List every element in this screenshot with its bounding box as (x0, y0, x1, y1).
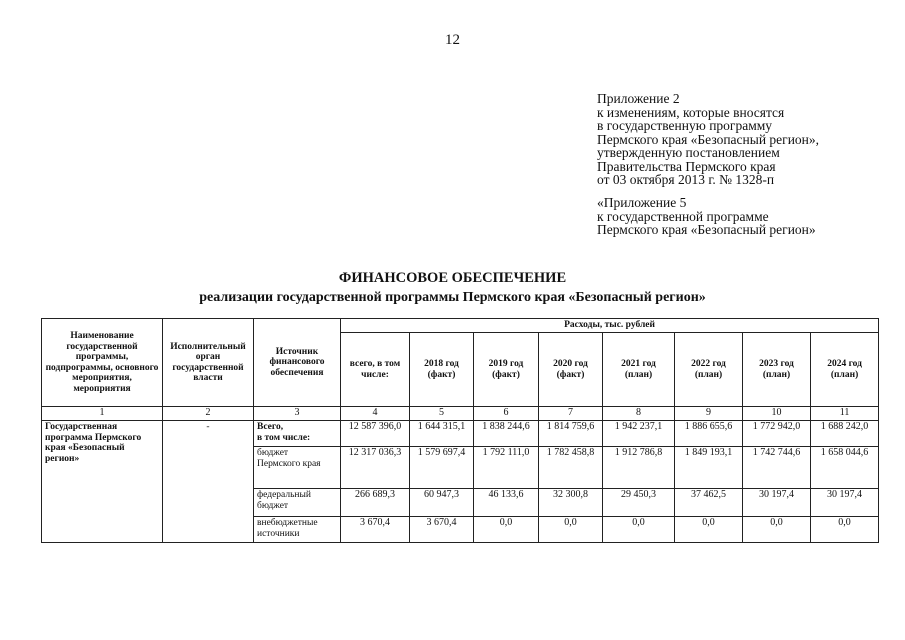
value-cell: 0,0 (675, 517, 743, 543)
value-cell: 0,0 (603, 517, 675, 543)
value-cell: 1 886 655,6 (675, 421, 743, 447)
value-cell: 29 450,3 (603, 489, 675, 517)
appendix-line: Пермского края «Безопасный регион», (597, 131, 820, 147)
appendix-line: утвержденную постановлением (597, 145, 780, 160)
appendix-line: к государственной программе (597, 208, 769, 224)
value-cell: 3 670,4 (341, 517, 410, 543)
appendix-header (597, 92, 819, 187)
value-cell: 1 942 237,1 (603, 421, 675, 447)
header-expenses: Расходы, тыс. рублей (341, 319, 879, 333)
column-index: 8 (603, 407, 675, 421)
financing-table (41, 318, 879, 543)
value-cell: 1 782 458,8 (539, 447, 603, 489)
source-cell: Всего, в том числе: (254, 421, 341, 447)
program-name: Государственная программа Пермского края «Безопасный регион» (42, 421, 163, 543)
value-cell: 0,0 (474, 517, 539, 543)
header-year: 2024 год (план) (811, 333, 879, 407)
source-cell: бюджет Пермского края (254, 447, 341, 489)
column-index: 5 (410, 407, 474, 421)
value-cell: 266 689,3 (341, 489, 410, 517)
value-cell: 1 814 759,6 (539, 421, 603, 447)
header-year: 2019 год (факт) (474, 333, 539, 407)
value-cell: 30 197,4 (811, 489, 879, 517)
appendix-line: Пермского края «Безопасный регион» (597, 222, 816, 237)
value-cell: 1 658 044,6 (811, 447, 879, 489)
table-row (42, 421, 879, 447)
column-index: 11 (811, 407, 879, 421)
header-name: Наименование государственной программы, подпрограммы, основного мероприятия, мероприятия (42, 319, 163, 407)
appendix-line: «Приложение 5 (597, 195, 687, 210)
value-cell: 32 300,8 (539, 489, 603, 517)
value-cell: 1 688 242,0 (811, 421, 879, 447)
source-cell: федеральный бюджет (254, 489, 341, 517)
column-index: 10 (743, 407, 811, 421)
column-index: 9 (675, 407, 743, 421)
column-index-row (42, 407, 879, 421)
column-index: 2 (163, 407, 254, 421)
appendix-5-header (597, 196, 816, 237)
header-year: 2021 год (план) (603, 333, 675, 407)
header-executor: Исполнительный орган государственной власти (163, 319, 254, 407)
value-cell: 12 317 036,3 (341, 447, 410, 489)
value-cell: 1 912 786,8 (603, 447, 675, 489)
value-cell: 1 838 244,6 (474, 421, 539, 447)
column-index: 6 (474, 407, 539, 421)
appendix-line: Правительства Пермского края (597, 158, 776, 174)
value-cell: 0,0 (743, 517, 811, 543)
column-index: 7 (539, 407, 603, 421)
header-year: 2022 год (план) (675, 333, 743, 407)
value-cell: 1 849 193,1 (675, 447, 743, 489)
value-cell: 3 670,4 (410, 517, 474, 543)
value-cell: 46 133,6 (474, 489, 539, 517)
value-cell: 1 742 744,6 (743, 447, 811, 489)
value-cell: 1 579 697,4 (410, 447, 474, 489)
appendix-line: к изменениям, которые вносятся (597, 104, 785, 120)
column-index: 1 (42, 407, 163, 421)
value-cell: 1 772 942,0 (743, 421, 811, 447)
header-year: 2018 год (факт) (410, 333, 474, 407)
program-executor: - (163, 421, 254, 543)
document-subtitle: реализации государственной программы Пермского края «Безопасный регион» (199, 290, 706, 305)
value-cell: 0,0 (539, 517, 603, 543)
appendix-line: от 03 октября 2013 г. № 1328-п (597, 172, 775, 187)
header-year: 2020 год (факт) (539, 333, 603, 407)
appendix-line: в государственную программу (597, 118, 773, 133)
value-cell: 1 792 111,0 (474, 447, 539, 489)
header-total: всего, в том числе: (341, 333, 410, 407)
value-cell: 0,0 (811, 517, 879, 543)
appendix-line: Приложение 2 (597, 91, 680, 106)
header-source: Источник финансового обеспечения (254, 319, 341, 407)
source-cell: внебюджетные источники (254, 517, 341, 543)
value-cell: 1 644 315,1 (410, 421, 474, 447)
document-title: ФИНАНСОВОЕ ОБЕСПЕЧЕНИЕ (338, 270, 567, 286)
page-number: 12 (445, 32, 460, 48)
value-cell: 12 587 396,0 (341, 421, 410, 447)
column-index: 4 (341, 407, 410, 421)
value-cell: 37 462,5 (675, 489, 743, 517)
value-cell: 30 197,4 (743, 489, 811, 517)
header-year: 2023 год (план) (743, 333, 811, 407)
value-cell: 60 947,3 (410, 489, 474, 517)
column-index: 3 (254, 407, 341, 421)
